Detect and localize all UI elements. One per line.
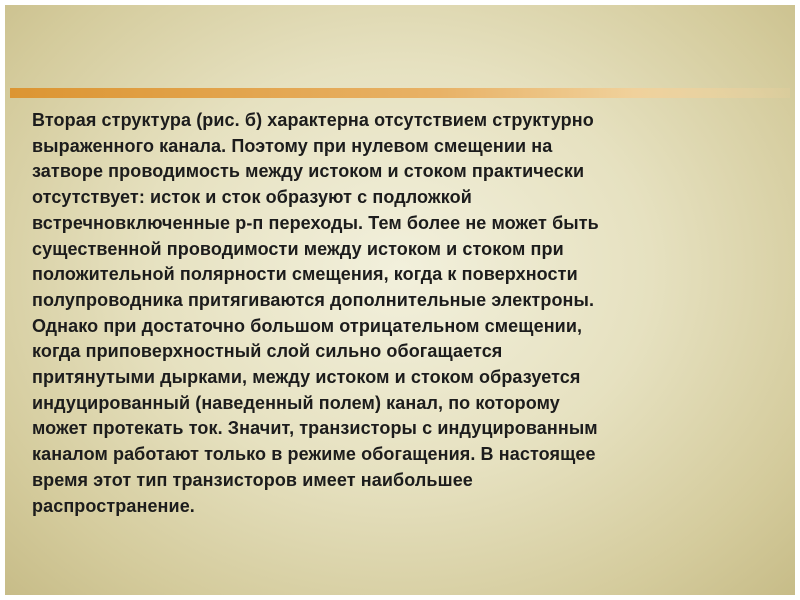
text-line: Однако при достаточно большом отрицательном смещении,	[32, 315, 583, 336]
text-line: индуцированный (наведенный полем) канал, по которому	[32, 392, 560, 413]
text-line: выраженного канала. Поэтому при нулевом смещении на	[32, 135, 553, 156]
text-line: затворе проводимость между истоком и стоком практически	[32, 161, 585, 182]
text-line: положительной полярности смещения, когда к поверхности	[32, 264, 578, 285]
slide-body-text	[32, 108, 732, 519]
text-line: может протекать ток. Значит, транзисторы с индуцированным	[32, 418, 598, 439]
text-line: распространение.	[32, 495, 195, 516]
text-line: встречновключенные р-п переходы. Тем более не может быть	[32, 212, 599, 233]
text-line: притянутыми дырками, между истоком и стоком образуется	[32, 367, 581, 388]
text-line: каналом работают только в режиме обогащения. В настоящее	[32, 444, 596, 465]
text-line: полупроводника притягиваются дополнительные электроны.	[32, 289, 595, 310]
text-line: время этот тип транзисторов имеет наибольшее	[32, 469, 473, 490]
slide	[5, 5, 795, 595]
text-line: когда приповерхностный слой сильно обогащается	[32, 341, 503, 362]
text-line: Вторая структура (рис. б) характерна отсутствием структурно	[32, 110, 594, 130]
text-line: отсутствует: исток и сток образуют с подложкой	[32, 187, 472, 208]
title-divider-bar	[10, 88, 790, 98]
text-line: существенной проводимости между истоком и стоком при	[32, 238, 564, 259]
